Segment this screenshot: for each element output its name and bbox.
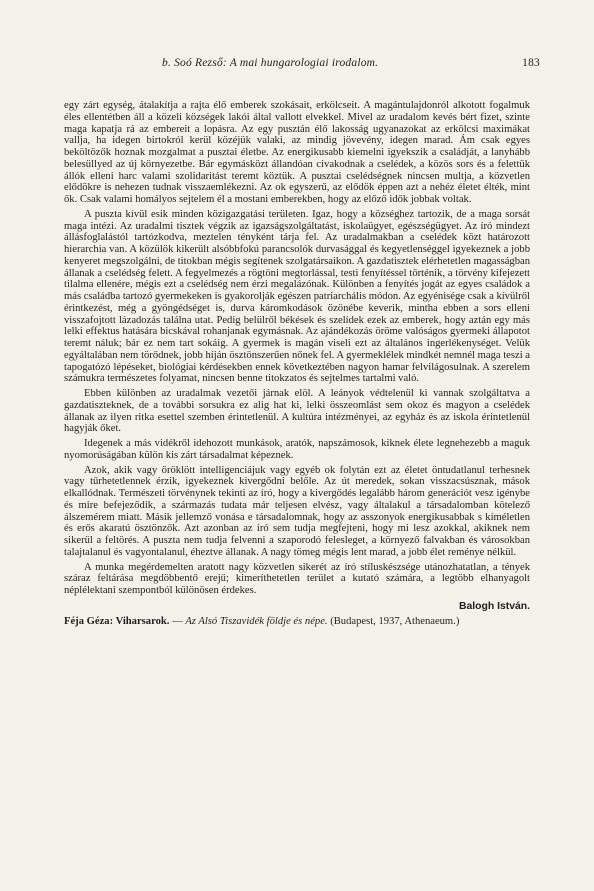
paragraph: egy zárt egység, átalakítja a rajta élő emberek szokásait, erkölcseit. A magántulajdonról alkotott fogalmuk éles ellentétben áll a közeli községek lakói által vallott elvekkel. Mivel az uradalom kevés bért fizet, szinte maga kapatja rá az embereit a lopásra. Az egy pusztán élő lakosság ugyanazokat az erkölcsi maximákat vallja, ha idegen birtokról kerül közéjük valaki, az mindig jövevény, idegen marad. Ám csak egyes beköltözők hoznak mozgalmat a pusztai életbe. Az energikusabb kiemelni igyekszik a családját, a lanyhább belesüllyed az új környezetbe. Bár egymásközt állandóan civakodnak a cselédek, a közös sors és a felettük állók elleni harc valami szolidaritást teremt köztük. A pusztai cselédségnek nincsen multja, a közvetlen elődökre is nehezen tudnak visszaemlékezni. Az ok egyszerű, az elődök éppen azt a nehéz életet élték, mint ők. Csak valami homályos sejtelem él a mostani emberekben, hogy az előző idők jobbak voltak. bbox=[64, 100, 530, 205]
paragraph: A puszta kívül esik minden közigazgatási területen. Igaz, hogy a községhez tartozik, de a maga sorsát maga intézi. Az uradalmi tisztek végzik az igazságszolgáltatást, iskolaügyet, egészségügyet. Az író mindezt állásfoglalástól tartózkodva, meztelen tényként tárja fel. Az uradalmakban a cselédek közt határozott hierarchia van. A közülök kikerült alsóbbfokú parancsolók durvasággal és kegyetlenséggel igyekeznek a jobb kenyeret megszolgálni, de titokban mégis segítenek szolgatársaikon. A gazdatisztek elérhetetlen magasságban állanak a cselédség felett. A fegyelmezés a rögtöni megtorlással, testi fenyítéssel történik, a törvény kifejezett tilalma ellenére, mégis ezt a cselédség nem érzi megalázónak. Különben a fenyítés jogát az egyes családok a más családba tartozó gyermekeken is gyakorolják egészen patriarchális módon. Az egyénisége csak a kívülről érintkezést, még a gyöngédséget is, durva káromkodások özönébe keverik, mintha ebben a sors elleni visszafojtott lázadozás találna utat. Pedig belülről békések és szelídek ezek az emberek, hogy aztán egy más lelki effektus hatására bicskával rohanjanak egymásnak. Az ajándékozás öröme valóságos gyermeki állapotot teremt náluk; bár ez nem tart sokáig. A gyermek is magán viseli ezt az általános ingerlékenységet. Velük egyáltalában nem törődnek, jobb híján ösztönszerűen nőnek fel. A gyermeklélek mindkét nemnél maga teszi a tapogatózó lépéseket, biológiai kérdésekben ennek következtében nagyon hamar felvilágosulnak. A szerelem számukra természetes folyamat, nincsen benne titokzatos és sejtelmes tartalmi való. bbox=[64, 208, 530, 385]
bib-publication: (Budapest, 1937, Athenaeum.) bbox=[327, 615, 460, 627]
bib-dash: — bbox=[169, 615, 186, 627]
running-title: b. Soó Rezső: A mai hungarologiai irodalom. bbox=[162, 57, 379, 69]
paragraph: A munka megérdemelten aratott nagy közvetlen sikerét az író stíluskészsége utánozhatatlan, a tények száraz feltárása megdöbbentő erejű; kimeríthetetlen terület a kutató számára, a legtöbb elhanyagolt néplélektani szempontból különösen érdekes. bbox=[64, 561, 530, 596]
page-number: 183 bbox=[522, 57, 540, 69]
bibliography-entry bbox=[64, 616, 530, 628]
bib-title: Az Alsó Tiszavidék földje és népe. bbox=[185, 615, 328, 627]
paragraph: Idegenek a más vidékről idehozott munkások, aratók, napszámosok, kiknek élete legnehezebb a maguk nyomorúságában külön kis zárt társadalmat képeznek. bbox=[64, 438, 530, 461]
reviewer-signature: Balogh István. bbox=[458, 600, 530, 612]
article-body bbox=[64, 100, 530, 630]
bib-author: Féja Géza: Viharsarok. bbox=[64, 615, 170, 627]
paragraph: Ebben különben az uradalmak vezetői járnak elöl. A leányok védtelenül ki vannak szolgáltatva a gazdatiszteknek, de a további sorsukra ez alig hat ki, lelki összeomlást sem okoz és magyon a cselédek állanak az ilyen ritka esettel szemben érintetlenül. A kultúra intézményei, az egyház és az iskola érintetlenül hagyják őket. bbox=[64, 388, 530, 435]
paragraph: Azok, akik vagy öröklött intelligenciájuk vagy egyéb ok folytán ezt az életet öntudatlanul terhesnek vagy tűrhetetlennek érzik, igyekeznek kivergődni belőle. Az út meredek, sokan visszacsúsznak, mások elkallódnak. Természeti törvénynek tekinti az író, hogy a kivergődés legalább három generációt vesz igénybe és mire befejeződik, a származás tudata már teljesen elvész, vagy általakul a társadalomban kötelező álszemérem miatt. Másik jellemző vonása e társadalomnak, hogy az asszonyok energikusabbak s kíméletlen és erős akaratú ösztönzők. Azt azonban az író sem tudja megfejteni, hogy mi lesz azokkal, akiknek nem sikerül a feltörés. A puszta nem tudja felvenni a szaporodó felesleget, a környező falvakban és városokban talajtalanul és vagyontalanul, éheztve állanak. A nagy tömeg mégis lent marad, a jobb élet reménye nélkül. bbox=[64, 464, 530, 558]
